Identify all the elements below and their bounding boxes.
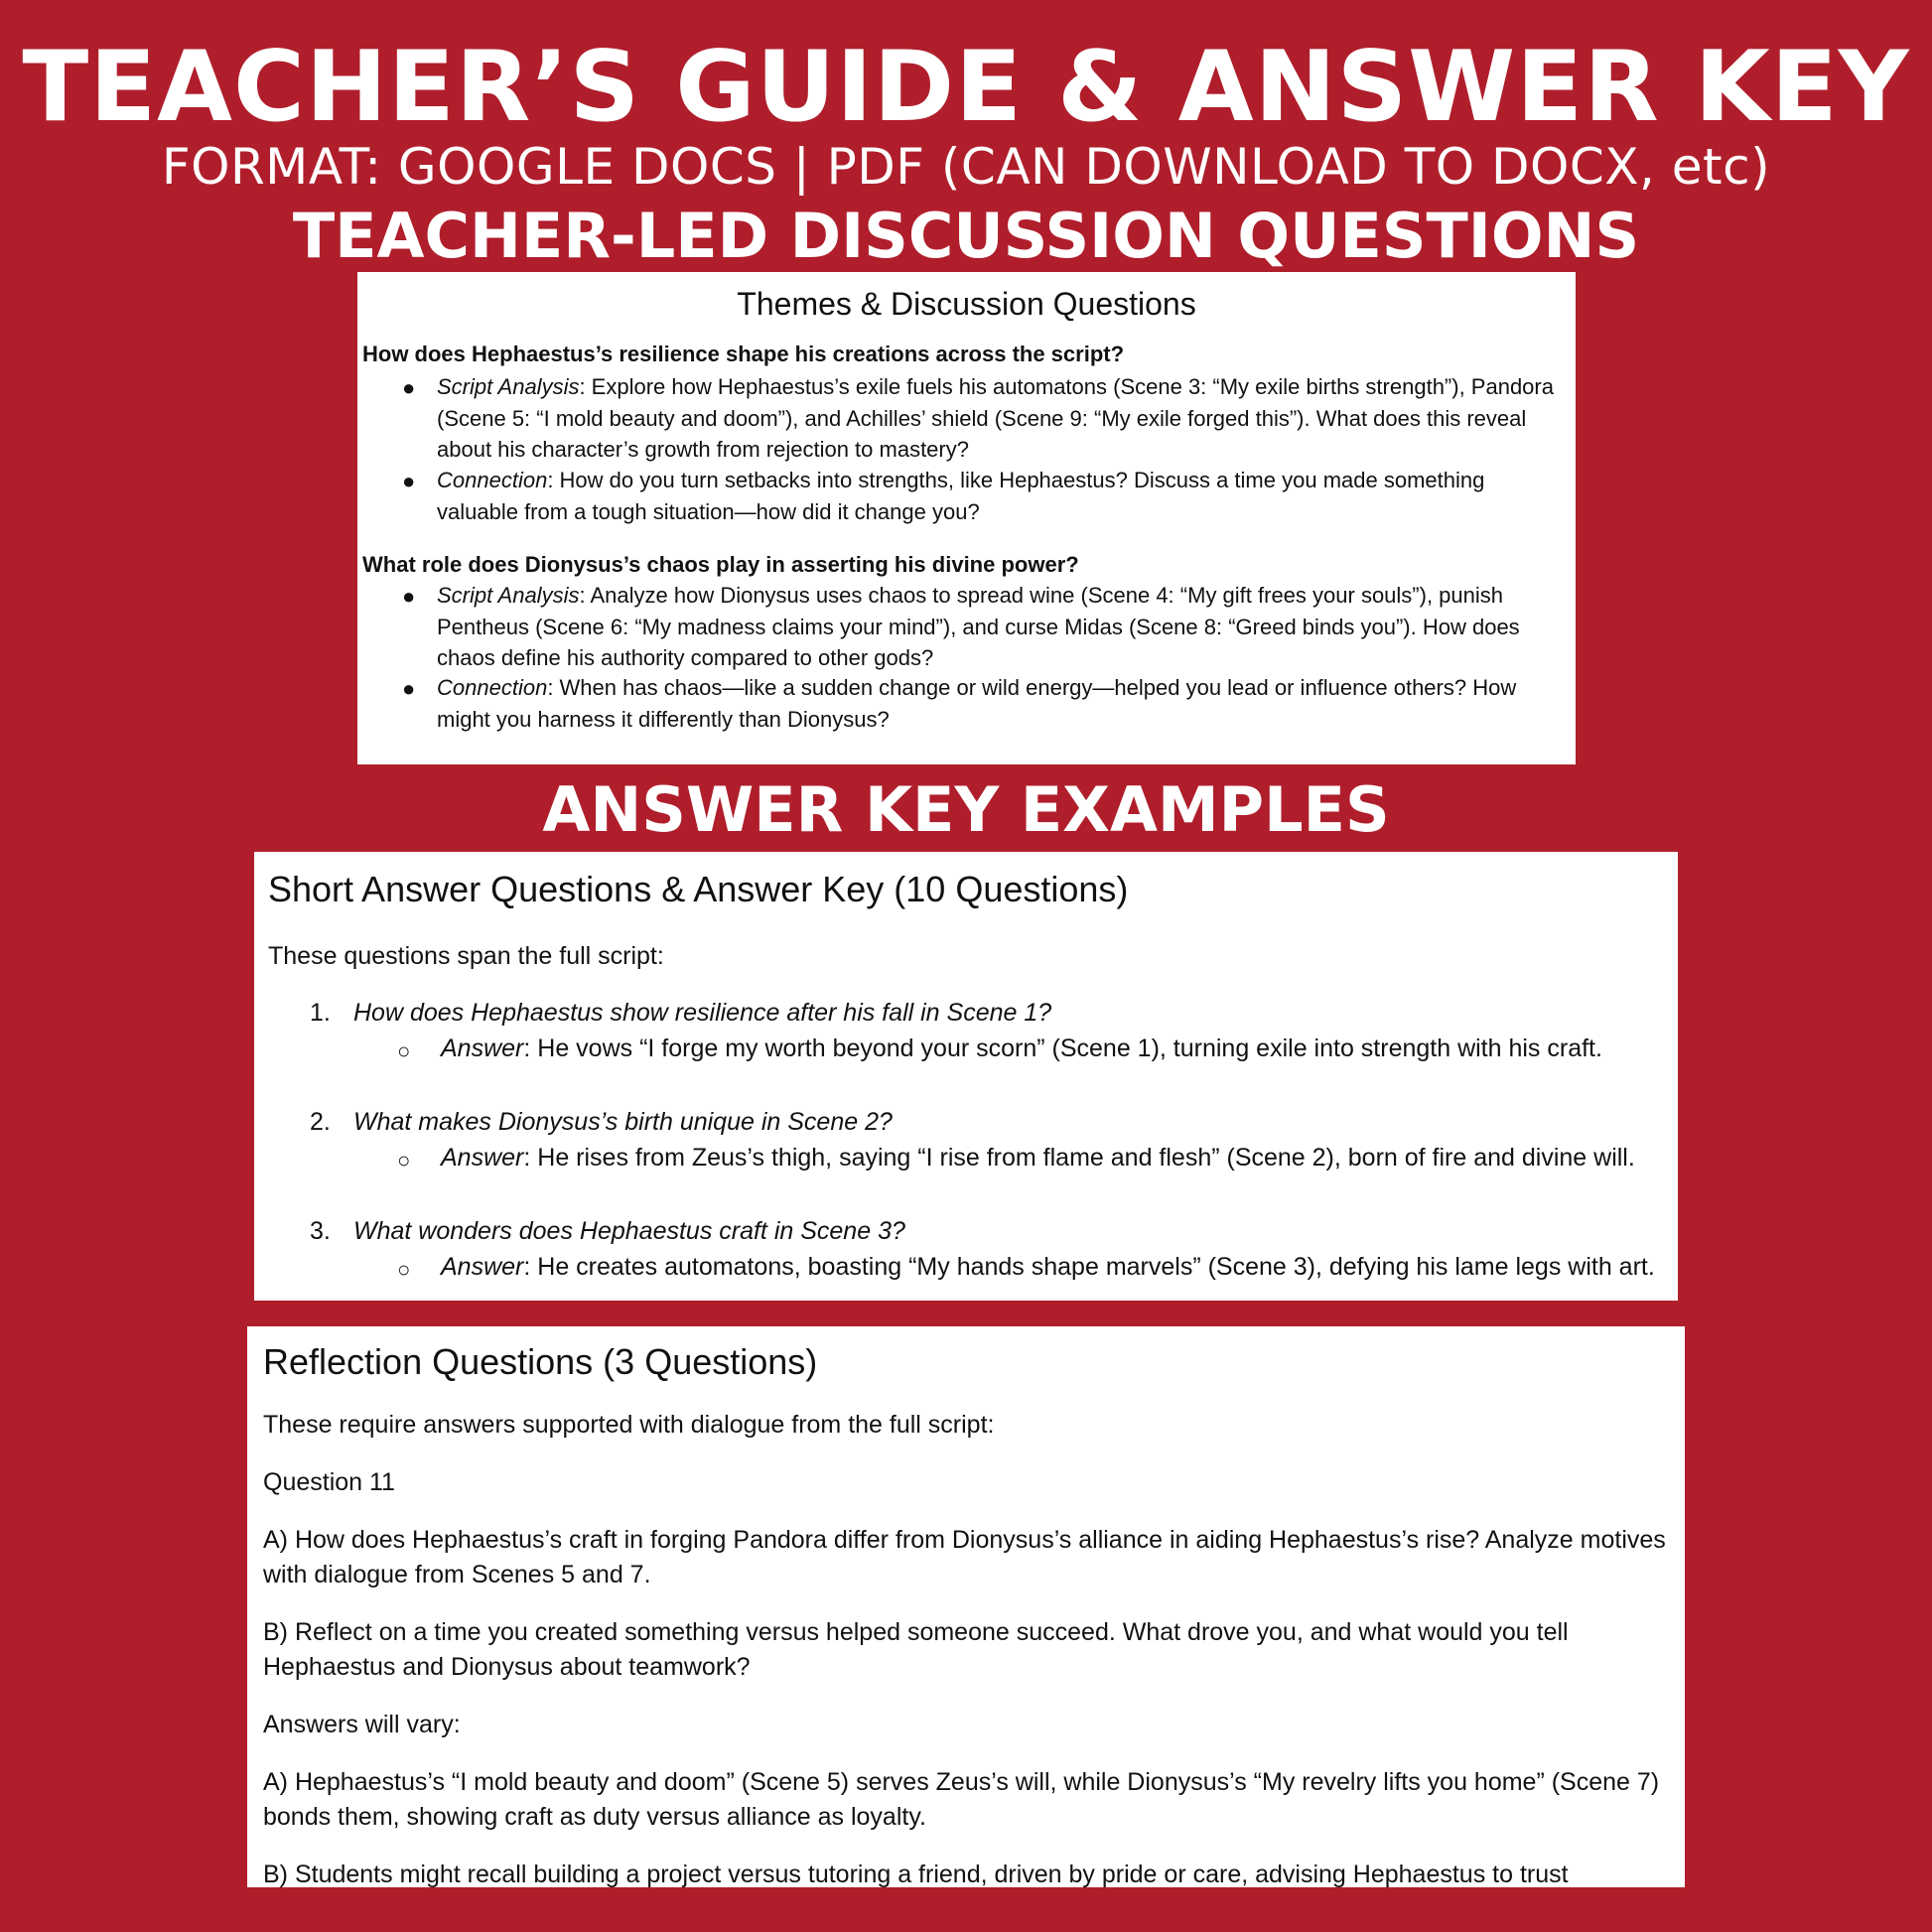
bullet-body: : When has chaos—like a sudden change or wild energy—helped you lead or influence others? How might you harness it differently than Dionysus?	[437, 675, 1517, 732]
bullet-label: Script Analysis	[437, 374, 580, 399]
bullet-dot: ●	[402, 676, 416, 701]
question-part-a: A) How does Hephaestus’s craft in forging Pandora differ from Dionysus’s alliance in aiding Hephaestus’s rise? Analyze motives with dialogue from Scenes 5 and 7.	[263, 1526, 1666, 1588]
question-heading: What role does Dionysus’s chaos play in asserting his divine power?	[362, 552, 1079, 577]
bullet-body: : Analyze how Dionysus uses chaos to spread wine (Scene 4: “My gift frees your souls”), punish Pentheus (Scene 6: “My madness claims your mind”), and curse Midas (Scene 8: “Greed binds you”). How does chaos define his authority compared to other gods?	[437, 583, 1520, 670]
answer-label: Answer	[441, 1253, 524, 1281]
question-text: How does Hephaestus show resilience after his fall in Scene 1?	[353, 999, 1052, 1027]
bullet-body: : How do you turn setbacks into strengths, like Hephaestus? Discuss a time you made something valuable from a tough situation—how did it change you?	[437, 468, 1485, 524]
sub-bullet: ○	[397, 1148, 411, 1173]
question-part-b: B) Reflect on a time you created something versus helped someone succeed. What drove you, and what would you tell Hephaestus and Dionysus about teamwork?	[263, 1618, 1569, 1681]
answers-label: Answers will vary:	[263, 1711, 461, 1738]
question-label: Question 11	[263, 1468, 395, 1496]
bullet-label: Connection	[437, 468, 548, 492]
card-intro: These questions span the full script:	[268, 942, 664, 970]
format-line: FORMAT: GOOGLE DOCS | PDF (CAN DOWNLOAD TO DOCX, etc)	[161, 138, 1771, 196]
answer-key-heading: ANSWER KEY EXAMPLES	[542, 773, 1390, 846]
answer-text	[441, 1140, 1657, 1175]
answer-body: : He rises from Zeus’s thigh, saying “I rise from flame and flesh” (Scene 2), born of fire and divine will.	[523, 1144, 1635, 1172]
reflection-card	[247, 1326, 1685, 1887]
bullet-text	[437, 465, 1559, 527]
bullet-dot: ●	[402, 469, 416, 493]
answer-body: : He vows “I forge my worth beyond your scorn” (Scene 1), turning exile into strength with his craft.	[523, 1035, 1602, 1062]
answer-label: Answer	[441, 1144, 524, 1172]
answer-text	[441, 1249, 1657, 1285]
bullet-text	[437, 672, 1559, 735]
question-heading: How does Hephaestus’s resilience shape his creations across the script?	[362, 342, 1125, 366]
bullet-body: : Explore how Hephaestus’s exile fuels his automatons (Scene 3: “My exile births strength”), Pandora (Scene 5: “I mold beauty and doom”), and Achilles’ shield (Scene 9: “My exile forged this”). What does this reveal about his character’s growth from rejection to mastery?	[437, 374, 1554, 462]
question-number: 3.	[310, 1217, 331, 1245]
short-answer-card	[254, 852, 1678, 1301]
card-intro: These require answers supported with dialogue from the full script:	[263, 1411, 995, 1439]
bullet-text	[437, 371, 1559, 466]
question-number: 1.	[310, 999, 331, 1027]
bullet-label: Connection	[437, 675, 548, 700]
bullet-label: Script Analysis	[437, 583, 580, 608]
answer-body: : He creates automatons, boasting “My hands shape marvels” (Scene 3), defying his lame legs with art.	[523, 1253, 1655, 1281]
question-text: What makes Dionysus’s birth unique in Scene 2?	[353, 1108, 893, 1136]
answer-text	[441, 1031, 1657, 1066]
discussion-heading: TEACHER-LED DISCUSSION QUESTIONS	[292, 200, 1640, 272]
sub-bullet: ○	[397, 1038, 411, 1063]
themes-discussion-card	[357, 272, 1576, 764]
sub-bullet: ○	[397, 1257, 411, 1282]
card-title: Themes & Discussion Questions	[737, 286, 1196, 322]
question-text: What wonders does Hephaestus craft in Scene 3?	[353, 1217, 905, 1245]
bullet-dot: ●	[402, 584, 416, 609]
card-title: Short Answer Questions & Answer Key (10 Questions)	[268, 869, 1129, 909]
bullet-dot: ●	[402, 375, 416, 400]
question-number: 2.	[310, 1108, 331, 1136]
answer-part-b: B) Students might recall building a project versus tutoring a friend, driven by pride or care, advising Hephaestus to trust	[263, 1861, 1569, 1887]
bullet-text	[437, 580, 1559, 674]
card-title: Reflection Questions (3 Questions)	[263, 1341, 818, 1382]
answer-label: Answer	[441, 1035, 524, 1062]
main-title: TEACHER’S GUIDE & ANSWER KEY	[22, 31, 1910, 144]
answer-part-a: A) Hephaestus’s “I mold beauty and doom” (Scene 5) serves Zeus’s will, while Dionysus’s “My revelry lifts you home” (Scene 7) bonds them, showing craft as duty versus alliance as loyalty.	[263, 1768, 1660, 1831]
